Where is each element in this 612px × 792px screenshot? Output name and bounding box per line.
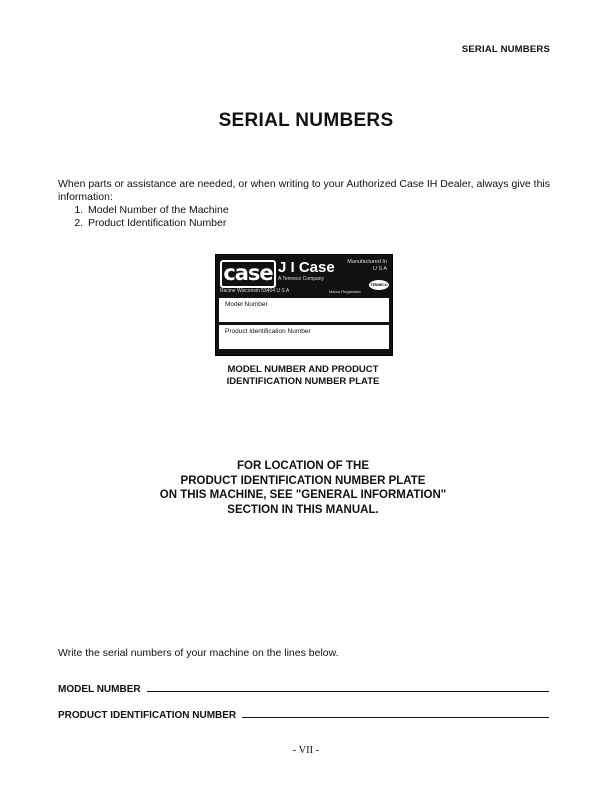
info-list (58, 204, 558, 230)
model-number-write-line[interactable] (147, 691, 549, 692)
plate-caption (0, 364, 606, 388)
model-number-field-label: MODEL NUMBER (58, 684, 141, 695)
tenneco-badge-icon: TENNECO (369, 280, 389, 290)
write-instruction: Write the serial numbers of your machine on the lines below. (58, 647, 339, 659)
list-item: 2. Product Identification Number (86, 217, 558, 230)
note-line: FOR LOCATION OF THE (236, 460, 370, 472)
company-name: A Tenneco Company (278, 276, 325, 282)
brand-name: J I Case (278, 259, 335, 276)
identification-plate (215, 254, 393, 356)
plate-header (216, 255, 392, 288)
running-head: SERIAL NUMBERS (461, 44, 550, 55)
model-number-box (219, 298, 389, 325)
pin-field (58, 710, 549, 721)
manufactured-label: Manufactured In U S A (347, 259, 387, 272)
note-line: PRODUCT IDENTIFICATION NUMBER PLATE (180, 474, 426, 487)
note-line: ON THIS MACHINE, SEE "GENERAL INFORMATION" (159, 489, 447, 501)
pin-label: Product Identification Number (225, 328, 311, 335)
intro-section (58, 178, 558, 230)
list-item: 1. Model Number of the Machine (86, 204, 558, 217)
note-line: SECTION IN THIS MANUAL. (227, 503, 379, 516)
marca-registrada: Marca Registrada (329, 289, 361, 294)
pin-box (219, 325, 389, 349)
intro-text: When parts or assistance are needed, or when writing to your Authorized Case IH Dealer, always give this information: (58, 178, 550, 203)
model-number-label: Model Number (225, 301, 268, 308)
plate-address-row (216, 283, 392, 298)
pin-field-label: PRODUCT IDENTIFICATION NUMBER (58, 710, 237, 721)
model-number-field (58, 684, 549, 695)
page-title: SERIAL NUMBERS (218, 110, 394, 131)
caption-line: MODEL NUMBER AND PRODUCT (227, 364, 379, 375)
case-logo: case (220, 260, 276, 288)
pin-write-line[interactable] (242, 717, 549, 718)
location-note (0, 459, 606, 517)
caption-line: IDENTIFICATION NUMBER PLATE (226, 376, 380, 387)
plate-address: Racine Wisconsin 53404 U S A (220, 288, 290, 294)
page-number: - VII - (292, 745, 320, 756)
